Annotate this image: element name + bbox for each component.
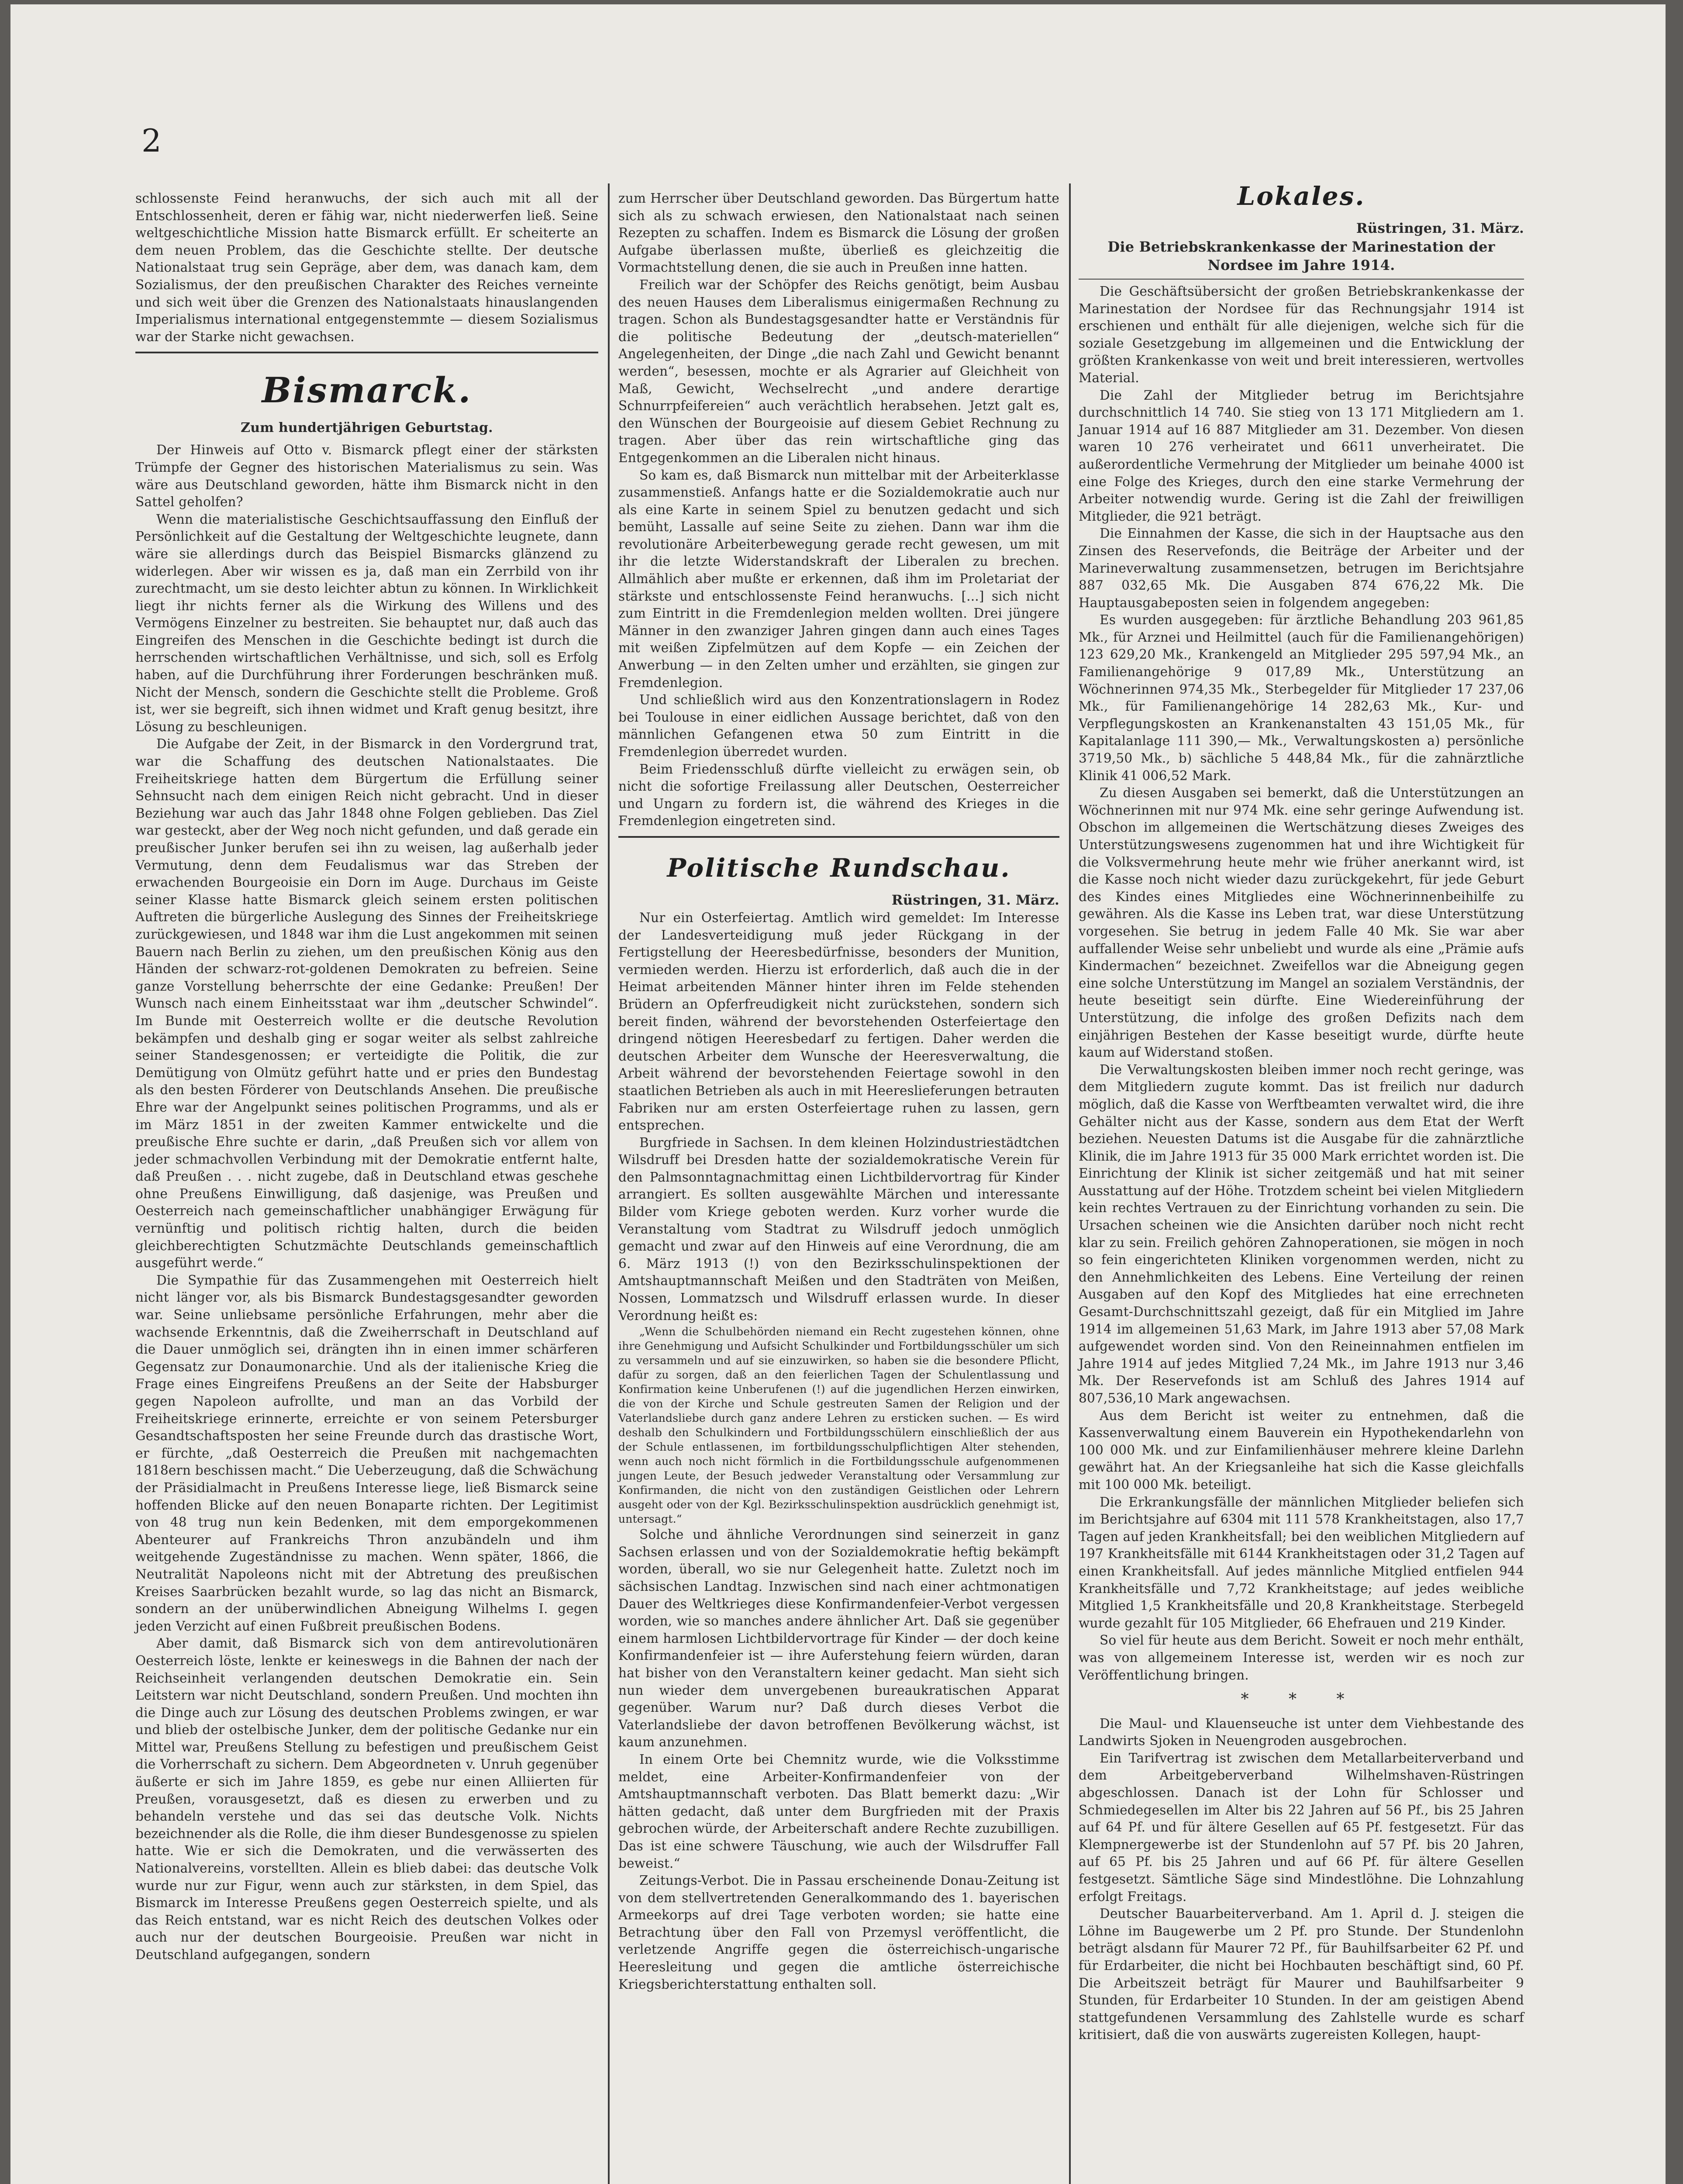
dateline: Rüstringen, 31. März. — [1356, 221, 1524, 236]
column-left — [135, 190, 598, 1964]
body-paragraph: Die Zahl der Mitglieder betrug im Berichtsjahre durchschnittlich 14 740. Sie stieg von 13 171 Mitgliedern am 1. Januar 1914 auf 16 887 Mitglieder am 31. Dezember. Von diesen waren 10 276 verheiratet und 6611 unverheiratet. Die außerordentliche Vermehrung der Mitglieder um beinahe 4000 ist eine Folge des Krieges, durch den eine starke Vermehrung der Arbeiter notwendig wurde. Gering ist die Zahl der freiwilligen Mitglieder, die 921 beträgt. — [1079, 387, 1524, 524]
body-paragraph: Die Aufgabe der Zeit, in der Bismarck in den Vordergrund trat, war die Schaffung des deutschen Nationalstaates. Die Freiheitskriege hatten dem Bürgertum die Erfüllung seiner Sehnsucht nach dem einigen Reich nicht gebracht. Und in dieser Beziehung war auch das Jahr 1848 ohne Folgen geblieben. Das Ziel war gesteckt, aber der Weg noch nicht gefunden, und daß gerade ein preußischer Junker berufen sei ihn zu weisen, lag außerhalb jeder Vermutung, denn dem Feudalismus war das Streben der erwachenden Bourgeoisie ein Dorn im Auge. Durchaus im Geiste seiner Klasse hatte Bismarck gleich seinem ersten politischen Auftreten die bürgerliche Auslegung des Sinnes der Freiheitskriege zurückgewiesen, und 1848 war ihm die Lust angekommen mit seinen Bauern nach Berlin zu ziehen, um den preußischen König aus den Händen der schwarz-rot-goldenen Demokraten zu befreien. Seine ganze Vorstellung beherrschte der eine Gedanke: Preußen! Der Wunsch nach einem Einheitsstaat war ihm „deutscher Schwindel“. Im Bunde mit Oesterreich wollte er die deutsche Revolution bekämpfen und deshalb ging er sogar weiter als selbst zahlreiche seiner Standesgenossen; er verteidigte die Politik, die zur Demütigung von Olmütz geführt hatte und er pries den Bundestag als den besten Förderer von Deutschlands Ansehen. Die preußische Ehre war der Angelpunkt seines politischen Programms, und als er im März 1851 in der zweiten Kammer entwickelte und die preußische Ehre suchte er darin, „daß Preußen sich vor allem von jeder schmachvollen Verbindung mit der Demokratie entfernt halte, daß Preußen . . . nicht zugebe, daß in Deutschland etwas geschehe ohne Preußens Einwilligung, daß dasjenige, was Preußen und Oesterreich nach gemeinschaftlicher unabhängiger Erwägung für vernünftig und politisch richtig halten, durch die beiden gleichberechtigten Schutzmächte Deutschlands gemeinschaftlich ausgeführt werde.“ — [135, 736, 598, 1271]
article-title: Bismarck. — [262, 370, 472, 411]
body-paragraph: So kam es, daß Bismarck nun mittelbar mit der Arbeiterklasse zusammenstieß. Anfangs hatte er die Sozialdemokratie auch nur als eine Karte in seinem Spiel zu benutzen gedacht und sich bemüht, Lassalle auf seine Seite zu ziehen. Dann war ihm die revolutionäre Arbeiterbewegung gerade recht gewesen, um mit ihr die letzte Widerstandskraft der Liberalen zu brechen. Allmählich aber mußte er erkennen, daß ihm im Proletariat der stärkste und entschlossenste Feind heranwuchs. [...] sich nicht zum Eintritt in die Fremdenlegion melden wollten. Drei jüngere Männer in den zwanziger Jahren gingen dann auch eines Tages mit weißen Zipfelmützen auf dem Kopfe — ein Zeichen der Anwerbung — in den Zelten umher und erzählten, sie gingen zur Fremdenlegion. — [618, 467, 1059, 690]
intro-paragraph: schlossenste Feind heranwuchs, der sich auch mit all der Entschlossenheit, deren er fähig war, nicht niederwerfen ließ. Seine weltgeschichtliche Mission hatte Bismarck erfüllt. Er scheiterte an dem neuen Problem, das die Geschichte stellte. Der deutsche Nationalstaat trug sein Gepräge, aber dem, was danach kam, dem Sozialismus, der den preußischen Charakter des Reiches verneinte und sich weit über die Grenzen des Nationalstaats hinauslangenden Imperialismus international entgegenstemmte — diesem Sozialismus war der Starke nicht gewachsen. — [135, 191, 598, 344]
body-paragraph: zum Herrscher über Deutschland geworden. Das Bürgertum hatte sich als zu schwach erwiesen, den Nationalstaat nach seinen Rezepten zu schaffen. Indem es Bismarck die Lösung der großen Aufgabe überlassen mußte, überließ es gleichzeitig die Vormachtstellung denen, die sie auch in Preußen inne hatten. — [618, 191, 1059, 275]
quoted-ordinance: „Wenn die Schulbehörden niemand ein Recht zugestehen können, ohne ihre Genehmigung und Aufsicht Schulkinder und Fortbildungsschüler um sich zu versammeln und auf sie einzuwirken, so haben sie die besondere Pflicht, dafür zu sorgen, daß an den feierlichen Tagen der Schulentlassung und Konfirmation keine Unberufenen (!) auf die jugendlichen Herzen einwirken, die von der Kirche und Schule gestreuten Samen der Religion und der Vaterlandsliebe durch ganz andere Lehren zu ersticken suchen. — Es wird deshalb den Schulkindern und Fortbildungsschülern einschließlich der aus der Schule entlassenen, im fortbildungsschulpflichtigen Alter stehenden, wenn auch noch nicht förmlich in die Fortbildungsschule aufgenommenen jungen Leute, der Besuch jedweder Veranstaltung oder Versammlung zur Konfirmanden, die nicht von den zuständigen Geistlichen oder Lehrern ausgeht oder von der Kgl. Bezirksschulinspektion ausdrücklich genehmigt ist, untersagt.“ — [618, 1325, 1059, 1526]
divider — [1079, 279, 1524, 280]
body-paragraph: Die Sympathie für das Zusammengehen mit Oesterreich hielt nicht länger vor, als bis Bismarck Bundestagsgesandter geworden war. Seine unliebsame persönliche Erfahrungen, mehr aber die wachsende Erkenntnis, daß die Zweiherrschaft in Deutschland auf die Dauer unmöglich sei, drängten ihn in einen immer schärferen Gegensatz zur Donaumonarchie. Und als der italienische Krieg die Frage eines Eingreifens Preußens an der Seite der Habsburger gegen Napoleon aufrollte, und man an das Vorbild der Freiheitskriege erinnerte, erreichte er von seinem Petersburger Gesandtschaftsposten her seine Freunde durch das drastische Wort, er fürchte, „daß Oesterreich die Preußen mit nachgemachten 1818ern beschissen macht.“ Die Ueberzeugung, daß die Schwächung der Präsidialmacht in Preußens Interesse liege, ließ Bismarck seine hoffenden Blicke auf den neuen Bonaparte richten. Der Legitimist von 48 trug nun kein Bedenken, mit dem emporgekommenen Abenteurer auf Frankreichs Thron anzubändeln und ihm weitgehende Zugeständnisse zu machen. Wenn später, 1866, die Neutralität Napoleons nicht mit der Abtretung des preußischen Kreises Saarbrücken bezahlt wurde, so lag das nicht an Bismarck, sondern an der unüberwindlichen Abneigung Wilhelms I. gegen jeden Verzicht auf einen Fußbreit preußischen Bodens. — [135, 1272, 598, 1634]
news-item: In einem Orte bei Chemnitz wurde, wie die Volksstimme meldet, eine Arbeiter-Konfirmandenfeier von der Amtshauptmannschaft verboten. Das Blatt bemerkt dazu: „Wir hätten gedacht, daß unter dem Burgfrieden mit der Praxis gebrochen würde, der Arbeiterschaft andere Rechte zuzubilligen. Das ist eine schwere Täuschung, wie auch der Wilsdruffer Fall beweist.“ — [618, 1752, 1059, 1871]
section-title: Politische Rundschau. — [667, 853, 1011, 883]
news-item: Deutscher Bauarbeiterverband. Am 1. April d. J. steigen die Löhne im Baugewerbe um 2 Pf. pro Stunde. Der Stundenlohn beträgt alsdann für Maurer 72 Pf., für Bauhilfsarbeiter 62 Pf. und für Erdarbeiter, die nicht bei Hochbauten beschäftigt sind, 60 Pf. Die Arbeitszeit beträgt für Maurer und Bauhilfsarbeiter 9 Stunden, für Erdarbeiter 10 Stunden. In der am geistigen Abend stattgefundenen Versammlung des Zahlstelle wurde es scharf kritisiert, daß die von auswärts zugereisten Kollegen, haupt- — [1079, 1906, 1524, 2042]
news-item: Nur ein Osterfeiertag. Amtlich wird gemeldet: Im Interesse der Landesverteidigung muß jeder Rückgang in der Fertigstellung der Heeresbedürfnisse, besonders der Munition, vermieden werden. Hierzu ist erforderlich, daß auch die in der Heimat arbeitenden Männer hinter ihren im Felde stehenden Brüdern an Opferfreudigkeit nicht zurückstehen, sondern sich bereit finden, während der bevorstehenden Osterfeiertage den dringend nötigen Heeresbedarf zu fertigen. Daher werden die deutschen Arbeiter dem Wunsche der Heeresverwaltung, die Arbeit während der bevorstehenden Feiertage sowohl in den staatlichen Betrieben als auch in mit Heereslieferungen betrauten Fabriken nur am ersten Osterfeiertage ruhen zu lassen, gern entsprechen. — [618, 910, 1059, 1133]
dateline: Rüstringen, 31. März. — [891, 892, 1059, 908]
body-paragraph: Wenn die materialistische Geschichtsauffassung den Einfluß der Persönlichkeit auf die Gestaltung der Weltgeschichte leugnete, dann wäre sie allerdings durch das Beispiel Bismarcks glänzend zu widerlegen. Aber wir wissen es ja, daß man ein Zerrbild von ihr zurechtmacht, um sie desto leichter abtun zu können. In Wirklichkeit liegt ihr nichts ferner als die Wirkung des Willens und des Vermögens Einzelner zu bestreiten. Sie behauptet nur, daß auch das Eingreifen des Menschen in die Geschichte bedingt ist durch die herrschenden wirtschaftlichen Verhältnisse, und sich, soll es Erfolg haben, auf die Durchführung ihrer Forderungen beschränken muß. Nicht der Mensch, sondern die Geschichte stellt die Probleme. Groß ist, wer sie begreift, sich ihnen widmet und Kraft genug besitzt, ihre Lösung zu beschleunigen. — [135, 511, 598, 734]
article-subtitle: Zum hundertjährigen Geburtstag. — [241, 420, 493, 436]
body-paragraph: Freilich war der Schöpfer des Reichs genötigt, beim Ausbau des neuen Hauses dem Liberalismus einigermaßen Rechnung zu tragen. Schon als Bundestagsgesandter hatte er Verständnis für die politische Bedeutung der „deutsch-materiellen“ Angelegenheiten, der Dinge „die nach Zahl und Gewicht benannt werden“, besessen, mochte er als Agrarier auf Gleichheit von Maß, Gewicht, Wechselrecht „und andere derartige Schnurrpfeifereien“ auch verächtlich herabsehen. Jetzt galt es, den Wünschen der Bourgeoisie auf diesem Gebiet Rechnung zu tragen. Aber über das rein wirtschaftliche ging das Entgegenkommen an die Liberalen nicht hinaus. — [618, 277, 1059, 465]
news-item: Die Maul- und Klauenseuche ist unter dem Viehbestande des Landwirts Sjoken in Neuengroden ausgebrochen. — [1079, 1716, 1524, 1749]
section-title: Lokales. — [1237, 181, 1366, 211]
body-paragraph: Die Geschäftsübersicht der großen Betriebskrankenkasse der Marinestation der Nordsee für das Rechnungsjahr 1914 ist erschienen und enthält für alle diejenigen, welche sich für die soziale Gesetzgebung im allgemeinen und die Entwicklung der größten Krankenkasse von weit und breit interessieren, wertvolles Material. — [1079, 284, 1524, 385]
news-item: Burgfriede in Sachsen. In dem kleinen Holzindustriestädtchen Wilsdruff bei Dresden hatte der sozialdemokratische Verein für den Palmsonntagnachmittag einen Lichtbildervortrag für Kinder arrangiert. Es sollten ausgewählte Märchen und interessante Bilder vom Kriege geboten werden. Kurz vorher wurde die Veranstaltung vom Stadtrat zu Wilsdruff jedoch unmöglich gemacht und zwar auf den Hinweis auf eine Verordnung, die am 6. März 1913 (!) von den Bezirksschulinspektionen der Amtshauptmannschaft Meißen und den Stadträten von Meißen, Nossen, Lommatzsch und Wilsdruff erlassen wurde. In dieser Verordnung heißt es: — [618, 1135, 1059, 1323]
body-paragraph: Die Verwaltungskosten bleiben immer noch recht geringe, was dem Mitgliedern zugute kommt. Das ist freilich nur dadurch möglich, daß die Kasse von Werftbeamten verwaltet wird, die ihre Gehälter nicht aus der Kasse, sondern aus dem Etat der Werft beziehen. Neuesten Datums ist die Ausgabe für die zahnärztliche Klinik, die im Jahre 1913 für 35 000 Mark errichtet worden ist. Die Einrichtung der Klinik ist sicher zeitgemäß und hat mit seiner Ausstattung auf der Höhe. Trotzdem scheint bei vielen Mitgliedern kein rechtes Vertrauen zu der Einrichtung vorhanden zu sein. Die Ursachen scheinen wie die Ansichten darüber noch nicht recht klar zu sein. Freilich gehören Zahnoperationen, sie mögen in noch so fein eingerichteten Kliniken vorgenommen werden, nicht zu den Annehmlichkeiten des Lebens. Eine Verteilung der reinen Ausgaben auf den Kopf des Mitgliedes hat eine errechneten Gesamt-Durchschnittszahl gezeigt, daß für ein Mitglied im Jahre 1914 im allgemeinen 51,63 Mark, im Jahre 1913 aber 57,08 Mark aufgewendet worden sind. Von den Reineinnahmen entfielen im Jahre 1914 auf jedes Mitglied 7,24 Mk., im Jahre 1913 nur 3,46 Mk. Der Reservefonds ist am Schluß des Jahres 1914 auf 807,536,10 Mark angewachsen. — [1079, 1062, 1524, 1406]
section-separator: * * * — [1241, 1690, 1362, 1709]
body-paragraph: Zu diesen Ausgaben sei bemerkt, daß die Unterstützungen an Wöchnerinnen mit nur 974 Mk. eine sehr geringe Aufwendung ist. Obschon im allgemeinen die Wertschätzung dieses Zweiges des Unterstützungswesens zugenommen hat und ihre Wichtigkeit für die Volksvermehrung heute mehr wie früher anerkannt wird, ist die Kasse noch nicht wieder dazu zurückgekehrt, für jede Geburt des Kindes eines Mitgliedes eine Wöchnerinnenbeihilfe zu gewähren. Als die Kasse ins Leben trat, war diese Unterstützung vorgesehen. Sie betrug in jedem Falle 40 Mk. Sie war aber auffallender Weise sehr unbeliebt und wurde als eine „Prämie aufs Kindermachen“ bezeichnet. Zweifellos war die Abneigung gegen eine solche Unterstützung im Mangel an sozialem Verständnis, der heute beseitigt sein dürfte. Eine Wiedereinführung der Unterstützung, die infolge des großen Defizits nach dem einjährigen Bestehen der Kasse beseitigt wurde, dürfte heute kaum auf Widerstand stoßen. — [1079, 785, 1524, 1060]
body-paragraph: Die Einnahmen der Kasse, die sich in der Hauptsache aus den Zinsen des Reservefonds, die Beiträge der Arbeiter und der Marineverwaltung zusammensetzen, betrugen im Berichtsjahre 887 032,65 Mk. Die Ausgaben 874 676,22 Mk. Die Hauptausgabeposten seien in folgendem angegeben: — [1079, 526, 1524, 610]
column-rule-1 — [608, 183, 610, 2184]
body-paragraph: So viel für heute aus dem Bericht. Soweit er noch mehr enthält, was von allgemeinem Interesse ist, werden wir es noch zur Veröffentlichung bringen. — [1079, 1633, 1524, 1683]
divider — [135, 352, 598, 353]
news-item: Solche und ähnliche Verordnungen sind seinerzeit in ganz Sachsen erlassen und von der Sozialdemokratie heftig bekämpft worden, überall, wo sie nur Gelegenheit hatte. Zuletzt noch im sächsischen Landtag. Inzwischen sind nach einer achtmonatigen Dauer des Weltkrieges diese Konfirmandenfeier-Verbot vergessen worden, wie so manches andere ähnlicher Art. Daß sie gegenüber einem harmlosen Lichtbildervortrage für Kinder — der doch keine Konfirmandenfeier ist — ihre Auferstehung feiern würden, daran hat bisher von den Veranstaltern keiner gedacht. Man sieht sich nun wieder dem unvergebenen bureaukratischen Apparat gegenüber. Warum nur? Daß durch dieses Verbot die Vaterlandsliebe der davon betroffenen Bevölkerung wächst, ist kaum anzunehmen. — [618, 1527, 1059, 1750]
column-middle — [618, 190, 1059, 1993]
body-paragraph: Beim Friedensschluß dürfte vielleicht zu erwägen sein, ob nicht die sofortige Freilassung aller Deutschen, Oesterreicher und Ungarn zu fordern ist, die während des Krieges in die Fremdenlegion eingetreten sind. — [618, 761, 1059, 829]
page-number: 2 — [141, 122, 162, 159]
divider — [618, 836, 1059, 838]
article-headline: Die Betriebskrankenkasse der Marinestation der Nordsee im Jahre 1914. — [1107, 238, 1495, 273]
body-paragraph: Die Erkrankungsfälle der männlichen Mitglieder beliefen sich im Berichtsjahre auf 6304 mit 111 578 Krankheitstagen, also 17,7 Tagen auf jeden Krankheitsfall; bei den weiblichen Mitgliedern auf 197 Krankheitsfälle mit 6144 Krankheitstagen oder 31,2 Tagen auf einen Krankheitsfall. Auf jedes männliche Mitglied entfielen 944 Krankheitsfälle und 7,72 Krankheitstage; auf jedes weibliche Mitglied 1,5 Krankheitsfälle und 20,8 Krankheitstage. Sterbegeld wurde gezahlt für 105 Mitglieder, 66 Ehefrauen und 219 Kinder. — [1079, 1494, 1524, 1631]
news-item: Zeitungs-Verbot. Die in Passau erscheinende Donau-Zeitung ist von dem stellvertretenden Generalkommando des 1. bayerischen Armeekorps auf drei Tage verboten worden; sie hatte eine Betrachtung über den Fall von Przemysl veröffentlicht, die verletzende Angriffe gegen die österreichisch-ungarische Heeresleitung und gegen die amtliche österreichische Kriegsberichterstattung enthalten soll. — [618, 1873, 1059, 1992]
body-paragraph: Der Hinweis auf Otto v. Bismarck pflegt einer der stärksten Trümpfe der Gegner des historischen Materialismus zu sein. Was wäre aus Deutschland geworden, hätte ihm Bismarck nicht in den Sattel geholfen? — [135, 442, 598, 510]
news-item: Ein Tarifvertrag ist zwischen dem Metallarbeiterverband und dem Arbeitgeberverband Wilhelmshaven-Rüstringen abgeschlossen. Danach ist der Lohn für Schlosser und Schmiedegesellen im Alter bis 22 Jahren auf 56 Pf., bis 25 Jahren auf 64 Pf. und für ältere Gesellen auf 65 Pf. festgesetzt. Für das Klempnergewerbe ist der Stundenlohn auf 57 Pf. bis 20 Jahren, auf 65 Pf. bis 25 Jahren und auf 66 Pf. für ältere Gesellen festgesetzt. Sämtliche Säge sind Mindestlöhne. Die Lohnzahlung erfolgt Freitags. — [1079, 1750, 1524, 1904]
body-paragraph: Und schließlich wird aus den Konzentrationslagern in Rodez bei Toulouse in einer eidlichen Aussage berichtet, daß von den männlichen Gefangenen etwa 50 zum Eintritt in die Fremdenlegion überredet wurden. — [618, 692, 1059, 759]
body-paragraph: Aus dem Bericht ist weiter zu entnehmen, daß die Kassenverwaltung einem Bauverein ein Hypothekendarlehn von 100 000 Mk. und zur Einfamilienhäuser mehrere kleine Darlehn gewährt hat. An der Kriegsanleihe hat sich die Kasse gleichfalls mit 100 000 Mk. beteiligt. — [1079, 1408, 1524, 1492]
newspaper-page — [10, 4, 1666, 2184]
column-right — [1079, 179, 1524, 2044]
body-paragraph: Es wurden ausgegeben: für ärztliche Behandlung 203 961,85 Mk., für Arznei und Heilmittel (auch für die Familienangehörigen) 123 629,20 Mk., Krankengeld an Mitglieder 295 597,94 Mk., an Familienangehörige 9 017,89 Mk., Unterstützung an Wöchnerinnen 974,35 Mk., Sterbegelder für Mitglieder 17 237,06 Mk., für Familienangehörige 14 282,63 Mk., Kur- und Verpflegungskosten an Krankenanstalten 43 151,05 Mk., für Kapitalanlage 111 390,— Mk., Verwaltungskosten a) persönliche 3719,50 Mk., b) sächliche 5 448,84 Mk., für die zahnärztliche Klinik 41 006,52 Mark. — [1079, 612, 1524, 783]
column-rule-2 — [1069, 183, 1071, 2184]
body-paragraph: Aber damit, daß Bismarck sich von dem antirevolutionären Oesterreich löste, lenkte er keineswegs in die Bahnen der nach der Reichseinheit verlangenden deutschen Demokratie ein. Sein Leitstern war nicht Deutschland, sondern Preußen. Und mochten ihn die Dinge auch zur Lösung des deutschen Problems zwingen, er war und blieb der ostelbische Junker, dem der politische Gedanke nur ein Mittel war, Preußens Stellung zu befestigen und preußischem Geist die Vorherrschaft zu sichern. Dem Abgeordneten v. Unruh gegenüber äußerte er sich im Jahre 1859, es gebe nur einen Alliierten für Preußen, vorausgesetzt, daß es diesen zu erwerben und zu behandeln verstehe und das sei das deutsche Volk. Nichts bezeichnender als die Rolle, die ihm dieser Bundesgenosse zu spielen hatte. Wie er sich die Demokraten, und die verwässerten des Nationalvereins, vorstellten. Allein es blieb dabei: das deutsche Volk wurde nur zur Figur, wenn auch zur stärksten, in dem Spiel, das Bismarck im Interesse Preußens gegen Oesterreich spielte, und als das Reich entstand, war es nicht Reich des deutschen Volkes oder auch nur der deutschen Bourgeoisie. Preußen war nicht in Deutschland aufgegangen, sondern — [135, 1636, 598, 1962]
